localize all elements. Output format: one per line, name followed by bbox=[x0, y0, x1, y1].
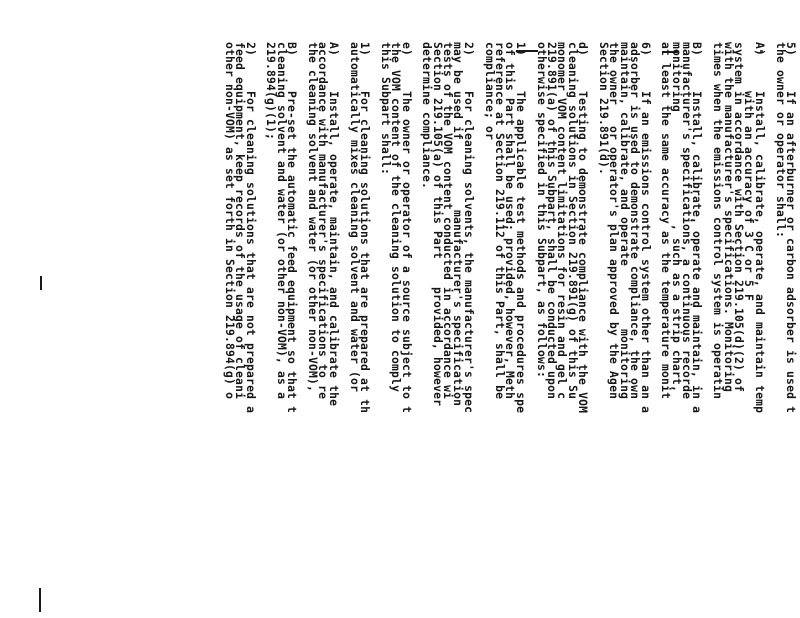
text-line: cleaning solvent and water (or other non-VOM), as a bbox=[274, 42, 288, 400]
text-line: the owner or operator's plan approved by the Agen bbox=[607, 42, 621, 400]
text-line: may be used if manufacturer's specification bbox=[451, 42, 465, 407]
text-line: A) Install, calibrate, operate, and maintain temp bbox=[752, 42, 766, 414]
text-line: cleaning solutions in Section 219.891(g) of this Su bbox=[565, 42, 579, 400]
document-text bbox=[0, 42, 795, 602]
text-line: 219.891(a) of this Subpart, shall be conducted upon bbox=[545, 42, 559, 400]
text-line: B) Pre-set the automatic feed equipment so that t bbox=[285, 42, 299, 414]
text-line: with the manufacturer's specifications. Monitoring bbox=[721, 42, 735, 393]
text-line: d) Testing to demonstrate compliance with the VOM bbox=[576, 42, 590, 414]
text-line: monomer VOM content limitations for resin and gel c bbox=[555, 42, 569, 400]
text-line: the owner or operator shall: bbox=[773, 42, 787, 239]
text-line: monitoring , such as a strip chart, bbox=[669, 42, 683, 393]
text-line: Section 219.105(a) of this Part provided, however bbox=[430, 42, 444, 407]
text-line: 1) The applicable test methods and procedures spe bbox=[513, 42, 527, 414]
text-line: this Subpart shall: bbox=[378, 42, 392, 176]
text-line: the VOM content of the cleaning solution to comply bbox=[389, 42, 403, 393]
text-line: reference at Section 219.112 of this Part, shall be bbox=[493, 42, 507, 400]
text-line: maintain, calibrate, and operate monitoring bbox=[617, 42, 631, 400]
text-line: times when the emissions control system is operatin bbox=[711, 42, 725, 400]
text-line: Section 219.891(d). bbox=[596, 42, 610, 176]
text-line: accordance with manufacturer's specifications to re bbox=[316, 42, 330, 400]
text-line: tests of the VOM content conducted in accordance wi bbox=[441, 42, 455, 400]
text-line: determine compliance. bbox=[420, 42, 434, 190]
text-line: A) Install, operate, maintain, and calibrate the bbox=[326, 42, 340, 407]
text-line: other non-VOM) as set forth in Section 219.894(g) o bbox=[222, 42, 236, 400]
text-line: otherwise specified in this Subpart, as follows: bbox=[534, 42, 548, 379]
text-line: adsorber is used to demonstrate compliance, the own bbox=[628, 42, 642, 400]
text-line: 2) For cleaning solutions that are not prepared a bbox=[243, 42, 257, 414]
text-line: 5) If an afterburner or carbon adsorber is used t bbox=[784, 42, 797, 414]
text-line: the cleaning solvent and water (or other non-VOM), bbox=[306, 42, 320, 393]
text-line: automatically mixes cleaning solvent and water (or bbox=[347, 42, 361, 393]
text-line: B) Install, calibrate, operate and maintain, in a bbox=[690, 42, 704, 414]
text-line: at least the same accuracy as the temperature monit bbox=[659, 42, 673, 400]
text-line: feed equipment, keep records of the usage of cleani bbox=[233, 42, 247, 400]
text-line: 2) For cleaning solvents, the manufacturer's spec bbox=[461, 42, 475, 414]
text-line: e) The owner or operator of a source subject to t bbox=[399, 42, 413, 414]
text-line: system in accordance with Section 219.105(d)(2) of bbox=[732, 42, 746, 393]
text-line: manufacturer's specifications, a continuous recorde bbox=[680, 42, 694, 400]
text-line: 1) For cleaning solutions that are prepared at th bbox=[357, 42, 371, 414]
text-line: 219.894(g)(1); bbox=[264, 42, 278, 141]
text-line: 6) If an emissions control system other than an a bbox=[638, 42, 652, 414]
text-line: with an accuracy of 3 C or 5 F bbox=[742, 42, 756, 302]
text-line: compliance; or bbox=[482, 42, 496, 141]
text-line: of this Part shall be used; provided, however, Meth bbox=[503, 42, 517, 400]
